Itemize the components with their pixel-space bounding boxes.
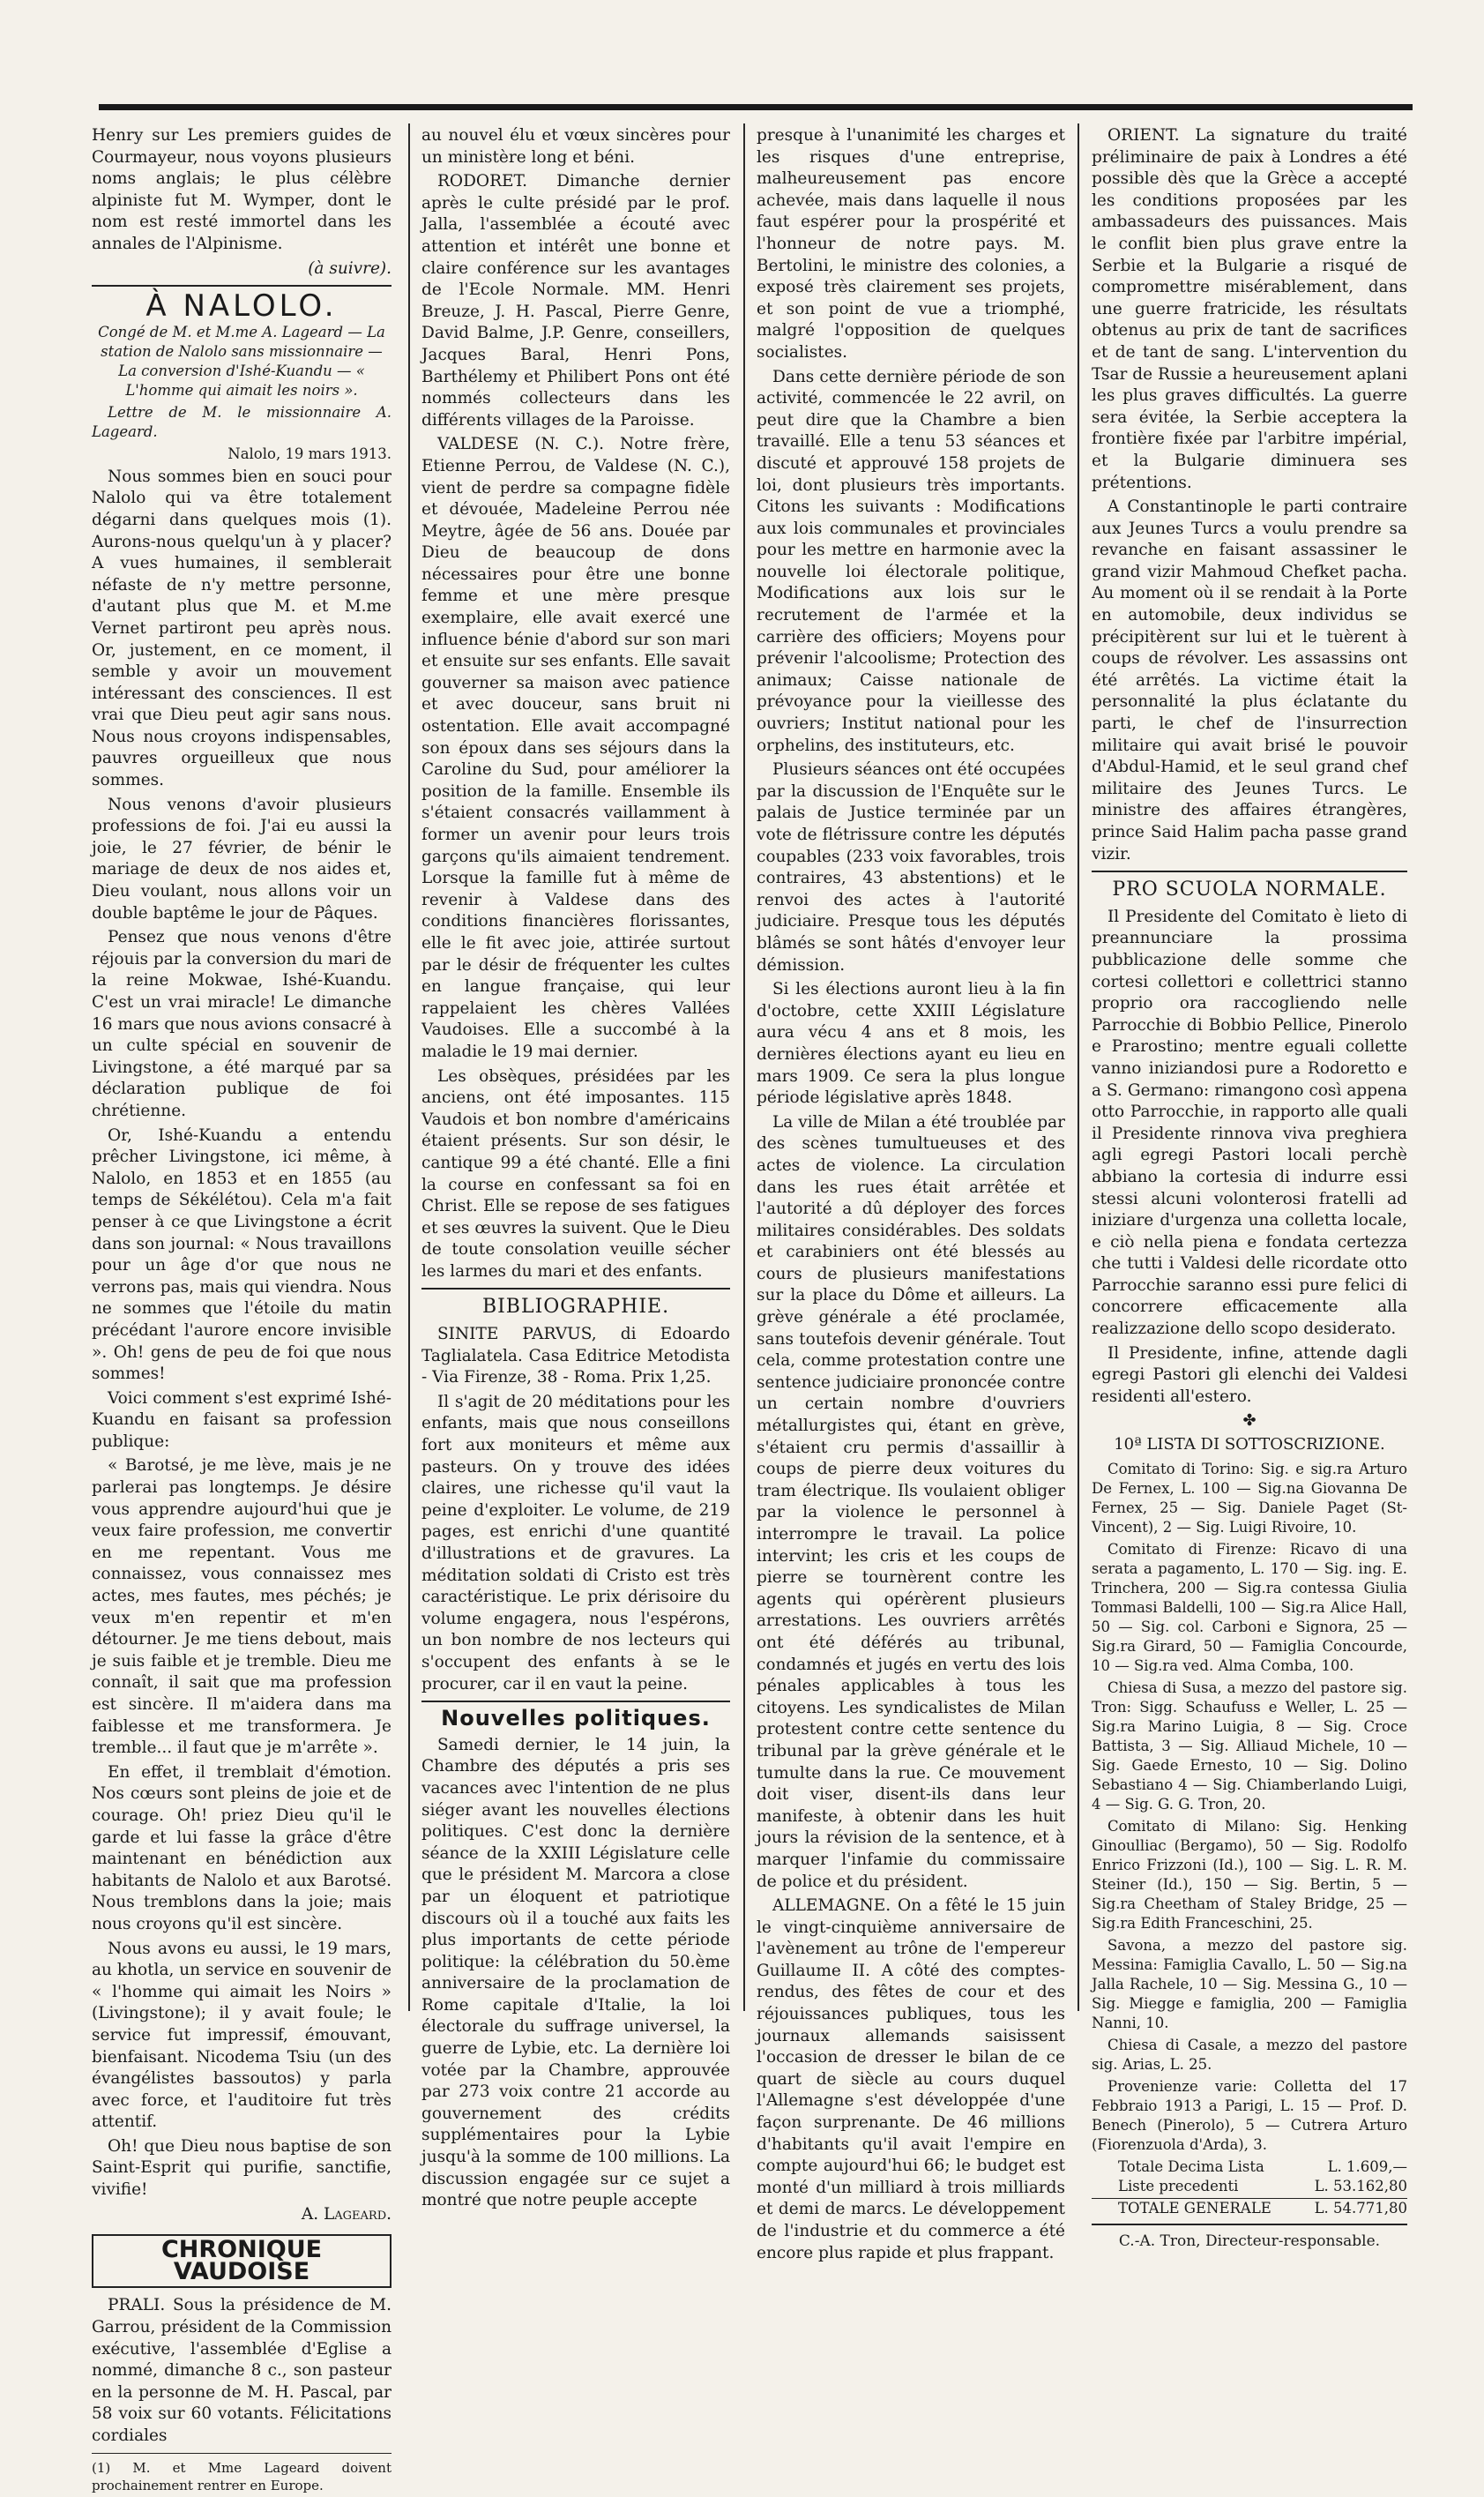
subscription-entry: Savona, a mezzo del pastore sig. Messina: Famiglia Cavallo, L. 50 — Sig.na Jalla Rachele, 10 — Sig. Messina G., 10 — Sig. Miegge e famiglia, 200 — Famiglia Nanni, 10. [1092,1936,1407,2031]
paragraph: Pensez que nous venons d'être réjouis par la conversion du mari de la reine Mokwae, Ishé-Kuandu. C'est un vrai miracle! Le dimanche 16 mars que nous avions consacré à un culte spécial en souvenir de Livingstone, a été marqué par sa déclaration publique de foi chrétienne. [92,928,392,1120]
total-row [1092,2157,1407,2177]
total-label: Liste precedenti [1118,2177,1239,2194]
article-title: À NALOLO. [145,288,338,325]
column-3 [757,125,1065,2267]
paragraph: Voici comment s'est exprimé Ishé-Kuandu en faisant sa profession publique: [92,1388,392,1451]
column-rule [1078,123,1079,2011]
article-continuation: Henry sur Les premiers guides de Courmayeur, nous voyons plusieurs noms anglais; le plus célèbre alpiniste fut M. Wymper, dont le nom est resté immortel dans les annales de l'Alpinisme. [92,126,392,253]
total-row [1092,2177,1407,2196]
footnote: (1) M. et Mme Lageard doivent prochainement rentrer en Europe. [92,2459,392,2493]
paragraph: RODORET. Dimanche dernier après le culte présidé par le prof. Jalla, l'assemblée a écouté avec attention et intérêt une bonne et claire conférence sur les avantages de l'Ecole Normale. MM. Henri Breuze, J. H. Pascal, Pierre Genre, David Balme, J.P. Genre, conseillers, Jacques Baral, Henri Pons, Barthélemy et Philibert Pons ont été nommés collecteurs dans les différents villages de la Paroisse. [421,172,730,430]
paragraph: ALLEMAGNE. On a fêté le 15 juin le vingt-cinquième anniversaire de l'avènement au trône de l'empereur Guillaume II. A côté des comptes-rendus, des fêtes de cour et des réjouissances publiques, tous les journaux allemands saisissent l'occasion de dresser le bilan de ce quart de siècle au cours duquel l'Allemagne s'est développée d'une façon surprenante. De 46 millions d'habitants qu'il avait l'empire en compte aujourd'hui 66; le budget est monté d'un milliard à trois milliards et demi de marcs. Le développement de l'industrie et du commerce a été encore plus rapide et plus frappant. [757,1896,1065,2262]
paragraph: Samedi dernier, le 14 juin, la Chambre des députés a pris ses vacances avec l'intention de ne plus siéger avant les nouvelles élections politiques. C'est donc la dernière séance de la XXIII Législature celle que le président M. Marcora a close par un éloquent et patriotique discours où il a touché aux faits les plus importants de cette période politique: la célébration du 50.ème anniversaire de la proclamation de Rome capitale d'Italie, la loi électorale du suffrage universel, la guerre de Lybie, etc. La dernière loi votée par la Chambre, approuvée par 273 voix contre 21 accorde au gouvernement des crédits supplémentaires pour la Lybie jusqu'à la somme de 100 millions. La discussion engagée sur ce sujet a montré que notre peuple accepte [421,1735,730,2210]
total-value: L. 53.162,80 [1314,2177,1407,2194]
subscription-entry: Comitato di Torino: Sig. e sig.ra Arturo De Fernex, L. 100 — Sig.na Giovanna De Fernex, 25 — Sig. Daniele Paget (St-Vincent), 2 — Sig. Luigi Rivoire, 10. [1092,1460,1407,1536]
section-title: CHRONIQUE VAUDOISE [92,2234,392,2288]
paragraph: Dans cette dernière période de son activité, commencée le 22 avril, on peut dire que la Chambre a bien travaillé. Elle a tenu 53 séances et discuté et approuvé 158 projets de loi, dont plusieurs très importants. Citons les suivants : Modifications aux lois communales et provinciales pour les mettre en harmonie avec la nouvelle loi électorale politique, Modifications aux lois sur le recrutement de l'armée et la carrière des officiers; Moyens pour prévenir l'alcoolisme; Protection des animaux; Caisse nationale de prévoyance pour la vieillesse des ouvriers; Institut national pour les orphelins, des instituteurs, etc. [757,367,1065,755]
book-reference: SINITE PARVUS, di Edoardo Taglialatela. Casa Editrice Metodista - Via Firenze, 38 - Roma. Prix 1,25. [421,1325,730,1387]
section-title: Nouvelles politiques. [441,1706,711,1731]
section-title: BIBLIOGRAPHIE. [481,1296,670,1319]
divider [92,2453,392,2454]
column-1 [92,125,392,2497]
article-subtitle: Congé de M. et M.me A. Lageard — La station de Nalolo sans missionnaire — La conversion d'Ishé-Kuandu — « L'homme qui aimait les noirs ». [98,323,385,399]
divider [421,1288,730,1290]
subscription-entry: Provenienze varie: Colletta del 17 Febbraio 1913 a Parigi, L. 15 — Prof. D. Benech (Pinerolo), 5 — Cutrera Arturo (Fiorenzuola d'Arda), 3. [1092,2077,1407,2153]
paragraph: PRALI. Sous la présidence de M. Garrou, président de la Commission exécutive, l'assemblée d'Eglise a nommé, dimanche 8 c., son pasteur en la personne de M. H. Pascal, par 58 voix sur 60 votants. Félicitations cordiales [92,2296,392,2445]
subscription-entry: Comitato di Milano: Sig. Henking Ginoulliac (Bergamo), 50 — Sig. Rodolfo Enrico Frizzoni (Id.), 100 — Sig. L. R. M. Steiner (Id.), 150 — Sig. Bertin, 5 — Sig.ra Cheetham of Staley Bridge, 25 — Sig.ra Edith Franceschini, 25. [1092,1817,1407,1932]
total-label: TOTALE GENERALE [1118,2199,1271,2217]
grand-total-row [1092,2198,1407,2218]
section-title: PRO SCUOLA NORMALE. [1112,878,1387,901]
paragraph: « Barotsé, je me lève, mais je ne parlerai pas longtemps. Je désire vous apprendre aujourd'hui que je veux faire profession, me convertir en me repentant. Vous me connaissez, vous connaissez mes actes, mes fautes, mes péchés; je veux m'en repentir et m'en détourner. Je me tiens debout, mais je suis faible et je tremble. Dieu me connaît, il sait que ma profession est sincère. Il m'aidera dans ma faiblesse et me transformera. Je tremble... il faut que je m'arrête ». [92,1456,392,1758]
divider [421,1701,730,1702]
paragraph: En effet, il tremblait d'émotion. Nos cœurs sont pleins de joie et de courage. Oh! priez Dieu qu'il le garde et lui fasse la grâce d'être maintenant en bénédiction aux habitants de Nalolo et aux Barotsé. Nous tremblons dans la joie; mais nous croyons qu'il est sincère. [92,1762,392,1933]
paragraph: A Constantinople le parti contraire aux Jeunes Turcs a voulu prendre sa revanche en faisant assassiner le grand vizir Mahmoud Chefket pacha. Au moment où il se rendait à la Porte en automobile, deux individus se précipitèrent sur lui et le tuèrent à coups de révolver. Les assassins ont été arrêtés. La victime était la personnalité la plus éclatante du parti, le chef de l'insurrection militaire qui avait brisé le pouvoir d'Abdul-Hamid, et le seul grand chef militaire des Jeunes Turcs. Le ministre des affaires étrangères, prince Said Halim pacha passe grand vizir. [1092,497,1407,863]
paragraph: ORIENT. La signature du traité préliminaire de paix à Londres a été possible dès que la Grèce a accepté les conditions proposées par les ambassadeurs des puissances. Mais le conflit bien plus grave entre la Serbie et la Bulgarie a risqué de compromettre misérablement, dans une guerre fratricide, les résultats obtenus au prix de tant de sacrifices et de tant de sang. L'intervention du Tsar de Russie a heureusement aplani les plus graves difficultés. La guerre sera évitée, la Serbie acceptera la frontière fixée par l'arbitre impérial, et la Bulgarie diminuera ses prétentions. [1092,126,1407,492]
article-signature: A. Lageard. [301,2204,392,2224]
paragraph: presque à l'unanimité les charges et les risques d'une entreprise, malheureusement pas encore achevée, mais dans laquelle il nous faut espérer pour la prospérité et l'honneur de notre pays. M. Bertolini, le ministre des colonies, a exposé très clairement ses projets, et son point de vue a triomphé, malgré l'opposition de quelques socialistes. [757,126,1065,362]
paragraph: au nouvel élu et vœux sincères pour un ministère long et béni. [421,126,730,167]
paragraph: Oh! que Dieu nous baptise de son Saint-Esprit qui purifie, sanctifie, vivifie! [92,2136,392,2200]
paragraph: Nous sommes bien en souci pour Nalolo qui va être totalement dégarni dans quelques mois (1). Aurons-nous quelqu'un à y placer? A vues humaines, il semblerait néfaste de n'y mettre personne, d'autant plus que M. et M.me Vernet partiront peu après nous. Or, justement, en ce moment, il semble y avoir un mouvement intéressant des consciences. Il est vrai que Dieu peut agir sans nous. Nous nous croyons indispensables, pauvres orgueilleux que nous sommes. [92,467,392,790]
director-signature: C.-A. Tron, Directeur-responsable. [1118,2232,1381,2250]
divider [1092,2224,1407,2225]
paragraph: Il Presidente del Comitato è lieto di preannunciare la prossima pubblicazione delle somme che cortesi collettori e collettrici stanno proprio ora raccogliendo nelle Parrocchie di Bobbio Pellice, Pinerolo e Prarostino; mentre eguali collette vanno iniziandosi pure a Rodoretto e a S. Germano: rimangono così appena otto Parrocchie, in rapporto alle quali il Presidente rinnova viva preghiera agli egregi Pastori locali perchè abbiano la cortesia di indurre essi stessi alcuni volonterosi fratelli ad iniziare d'urgenza una colletta locale, e ciò nella piena e fondata certezza che tutti i Valdesi delle ricordate otto Parrocchie saranno essi pure felici di concorrere efficacemente alla realizzazione dello scopo desiderato. [1092,907,1407,1339]
divider [92,285,392,287]
paragraph: Nous venons d'avoir plusieurs professions de foi. J'ai eu aussi la joie, le 27 février, de bénir le mariage de deux de nos aides et, Dieu voulant, nous allons voir un double baptême le jour de Pâques. [92,795,392,923]
subscription-entry: Chiesa di Casale, a mezzo del pastore sig. Arias, L. 25. [1092,2036,1407,2073]
letter-heading: Lettre de M. le missionnaire A. Lageard. [92,403,392,440]
ornament: ✤ [1242,1411,1257,1431]
paragraph: Les obsèques, présidées par les anciens, ont été imposantes. 115 Vaudois et bon nombre d'américains étaient présents. Sur son désir, le cantique 99 a été chanté. Elle a fini la course en confessant sa foi en Christ. Elle se repose de ses fatigues et ses œuvres la suivent. Que le Dieu de toute consolation veuille sécher les larmes du mari et des enfants. [421,1066,730,1281]
paragraph: Nous avons eu aussi, le 19 mars, au khotla, un service en souvenir de « l'homme qui aimait les Noirs » (Livingstone); il y avait foule; le service fut impressif, émouvant, bienfaisant. Nicodema Tsiu (un des évangélistes bassoutos) y parla avec force, et l'auditoire fut très attentif. [92,1939,392,2132]
column-rule [743,123,745,2011]
paragraph: Il Presidente, infine, attende dagli egregi Pastori gli elenchi dei Valdesi residenti all'estero. [1092,1343,1407,1406]
column-4 [1092,125,1407,2252]
paragraph: La ville de Milan a été troublée par des scènes tumultueuses et des actes de violence. La circulation dans les rues était arrêtée et l'autorité a dû déployer des forces militaires considérables. Des soldats et carabiniers ont été blessés au cours de plusieurs manifestations sur la place du Dôme et ailleurs. La grève générale a été proclamée, sans toutefois devenir générale. Tout cela, comme protestation contre une sentence judiciaire prononcée contre un certain nombre d'ouvriers métallurgistes qui, étant en grève, s'étaient cru permis d'assaillir à coups de pierre deux voitures du tram électrique. Ils voulaient obliger par la violence le personnel à interrompre le travail. La police intervint; les cris et les coups de pierre se tournèrent contre les agents qui opérèrent plusieurs arrestations. Les ouvriers arrêtés ont été déférés au tribunal, condamnés et jugés en vertu des lois pénales applicables à tous les citoyens. Les syndicalistes de Milan protestent contre cette sentence du tribunal par la grève générale et le tumulte dans la rue. Ce mouvement doit viser, disent-ils dans leur manifeste, à obtenir dans les huit jours la révision de la sentence, et à marquer l'infamie du commissaire de police et du président. [757,1112,1065,1891]
total-value: L. 1.609,— [1327,2157,1407,2175]
top-rule [99,104,1413,110]
to-be-continued: (à suivre). [308,258,392,278]
paragraph: VALDESE (N. C.). Notre frère, Etienne Perrou, de Valdese (N. C.), vient de perdre sa compagne fidèle et dévouée, Madeleine Perrou née Meytre, âgée de 56 ans. Douée par Dieu de beaucoup de dons nécessaires pour être une bonne femme et une mère presque exemplaire, elle avait exercé une influence bénie d'abord sur son mari et ensuite sur ses enfants. Elle savait gouverner sa maison avec patience et avec douceur, sans bruit ni ostentation. Elle avait accompagné son époux dans ses séjours dans la Caroline du Sud, pour améliorer la position de la famille. Ensemble ils s'étaient consacrés vaillamment à former un avenir pour leurs trois garçons qu'ils aimaient tendrement. Lorsque la famille fut à même de revenir à Valdese dans des conditions financières florissantes, elle le fit avec joie, attirée surtout par le désir de fréquenter les cultes en langue française, qui leur rappelaient les chères Vallées Vaudoises. Elle a succombé à la maladie le 19 mai dernier. [421,435,730,1061]
column-rule [408,123,410,2011]
total-value: L. 54.771,80 [1314,2199,1407,2217]
subscription-entry: Chiesa di Susa, a mezzo del pastore sig. Tron: Sigg. Schaufuss e Weller, L. 25 — Sig.ra Marino Luigia, 8 — Sig. Croce Battista, 3 — Sig. Alliaud Michele, 10 — Sig. Gaede Ernesto, 10 — Sig. Dolino Sebastiano 4 — Sig. Chiamberlando Luigi, 4 — Sig. G. G. Tron, 20. [1092,1678,1407,1813]
paragraph: Si les élections auront lieu à la fin d'octobre, cette XXIII Législature aura vécu 4 ans et 8 mois, les dernières élections ayant eu lieu en mars 1909. Ce sera la plus longue période législative après 1848. [757,980,1065,1108]
divider [1092,871,1407,872]
paragraph: Il s'agit de 20 méditations pour les enfants, mais que nous conseillons fort aux moniteurs et même aux pasteurs. On y trouve des idées claires, une richesse qu'il vaut la peine d'exploiter. Le volume, de 219 pages, est enrichi d'une quantité d'illustrations et de gravures. La méditation soldati di Cristo est très caractéristique. Le prix dérisoire du volume engagera, nous l'espérons, un bon nombre de nos lecteurs qui s'occupent des enfants à se le procurer, car il en vaut la peine. [421,1392,730,1693]
paragraph: Or, Ishé-Kuandu a entendu prêcher Livingstone, ici même, à Nalolo, en 1853 et en 1855 (au temps de Sékélétou). Cela m'a fait penser à ce que Livingstone a écrit dans son journal: « Nous travaillons pour un âge d'or que nous ne verrons pas, mais qui viendra. Nous ne sommes que l'étoile du matin précédant l'aurore encore invisible ». Oh! gens de peu de foi que nous sommes! [92,1125,392,1384]
column-2 [421,125,730,2215]
letter-date: Nalolo, 19 mars 1913. [227,445,392,462]
subscription-list-title: 10ª LISTA DI SOTTOSCRIZIONE. [1114,1435,1385,1454]
total-label: Totale Decima Lista [1118,2157,1264,2175]
paragraph: Plusieurs séances ont été occupées par la discussion de l'Enquête sur le palais de Justice terminée par un vote de flétrissure contre les députés coupables (233 voix favorables, trois contraires, 43 abstentions) et le renvoi des actes à l'autorité judiciaire. Presque tous les députés blâmés se sont hâtés d'envoyer leur démission. [757,760,1065,975]
subscription-entry: Comitato di Firenze: Ricavo di una serata a pagamento, L. 170 — Sig. ing. E. Trinchera, 200 — Sig.ra contessa Giulia Tommasi Baldelli, 100 — Sig.ra Alice Hall, 50 — Sig. col. Carboni e Signora, 25 — Sig.ra Girard, 50 — Famiglia Concourde, 10 — Sig.ra ved. Alma Comba, 100. [1092,1540,1407,1674]
